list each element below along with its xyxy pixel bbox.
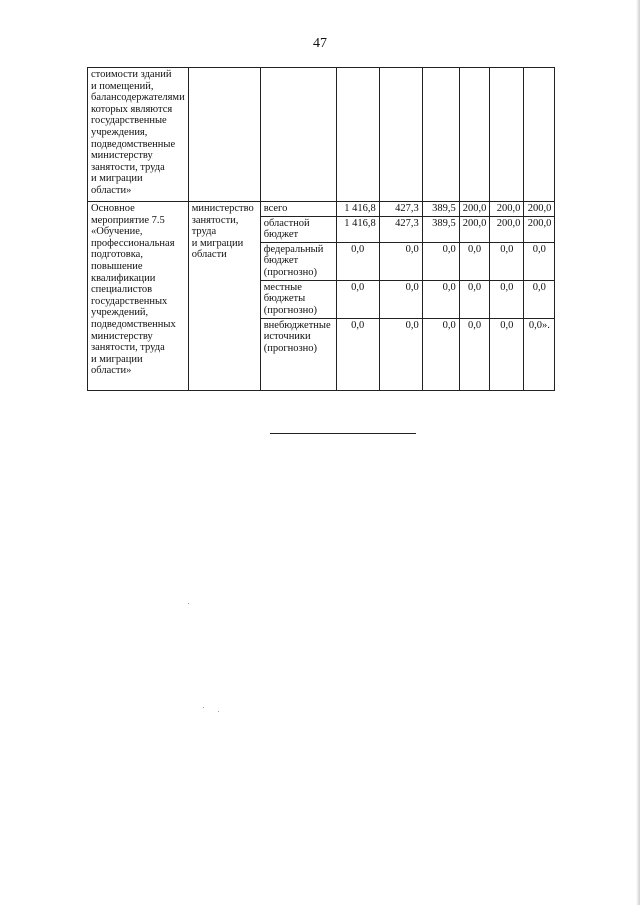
- end-rule: [270, 433, 416, 434]
- scan-edge: [636, 0, 640, 905]
- continuation-description-cell: [88, 68, 189, 202]
- value-cell: 1 416,8: [336, 202, 379, 217]
- value-cell: 0,0: [379, 242, 422, 280]
- table-row-continuation: [88, 68, 555, 202]
- executor-cell: [188, 202, 260, 391]
- value-cell: 200,0: [490, 216, 524, 242]
- value-cell: 0,0: [459, 318, 490, 390]
- value-cell: 0,0: [336, 280, 379, 318]
- value-cell: 389,5: [422, 202, 459, 217]
- scan-speck: [203, 707, 204, 708]
- scan-speck: [218, 711, 219, 712]
- value-cell: 200,0: [490, 202, 524, 217]
- value-cell: 0,0: [490, 280, 524, 318]
- empty-cell: [260, 68, 336, 202]
- value-cell: 0,0: [422, 242, 459, 280]
- empty-cell: [188, 68, 260, 202]
- value-cell: 200,0: [524, 202, 555, 217]
- value-cell: 0,0: [490, 318, 524, 390]
- value-cell: 0,0: [422, 318, 459, 390]
- funding-source: местные бюджеты (прогнозно): [260, 280, 336, 318]
- empty-cell: [524, 68, 555, 202]
- executor-name: министерство занятости, труда и миграции области: [191, 203, 254, 261]
- funding-source: областной бюджет: [260, 216, 336, 242]
- value-cell: 0,0: [422, 280, 459, 318]
- funding-source: федеральный бюджет (прогнозно): [260, 242, 336, 280]
- value-cell: 200,0: [459, 202, 490, 217]
- value-cell: 0,0: [524, 280, 555, 318]
- value-cell: 0,0: [379, 280, 422, 318]
- value-cell: 0,0: [379, 318, 422, 390]
- value-cell: 1 416,8: [336, 216, 379, 242]
- value-cell: 0,0: [336, 242, 379, 280]
- value-cell: 0,0: [459, 280, 490, 318]
- value-cell: 0,0: [336, 318, 379, 390]
- empty-cell: [490, 68, 524, 202]
- table-row: [88, 202, 555, 217]
- funding-source: внебюджетные источники (прогнозно): [260, 318, 336, 390]
- value-cell: 0,0: [459, 242, 490, 280]
- page-number: 47: [313, 36, 327, 51]
- activity-name: Основное мероприятие 7.5 «Обучение, профессиональная подготовка, повышение квалификации специалистов государственных учреждений, подведомственных министерству занятости, труда и миграции области»: [91, 203, 176, 377]
- empty-cell: [379, 68, 422, 202]
- value-cell: 389,5: [422, 216, 459, 242]
- empty-cell: [422, 68, 459, 202]
- value-cell: 0,0: [524, 242, 555, 280]
- value-cell: 0,0».: [524, 318, 555, 390]
- value-cell: 200,0: [524, 216, 555, 242]
- value-cell: 427,3: [379, 216, 422, 242]
- empty-cell: [459, 68, 490, 202]
- budget-table: [87, 67, 555, 391]
- scan-speck: [188, 603, 189, 604]
- value-cell: 427,3: [379, 202, 422, 217]
- empty-cell: [336, 68, 379, 202]
- activity-name-cell: [88, 202, 189, 391]
- value-cell: 200,0: [459, 216, 490, 242]
- value-cell: 0,0: [490, 242, 524, 280]
- continuation-description: стоимости зданий и помещений, балансодержателями которых являются государственные учреждения, подведомственные министерству занятости, труда и миграции области»: [91, 69, 185, 196]
- funding-source: всего: [260, 202, 336, 217]
